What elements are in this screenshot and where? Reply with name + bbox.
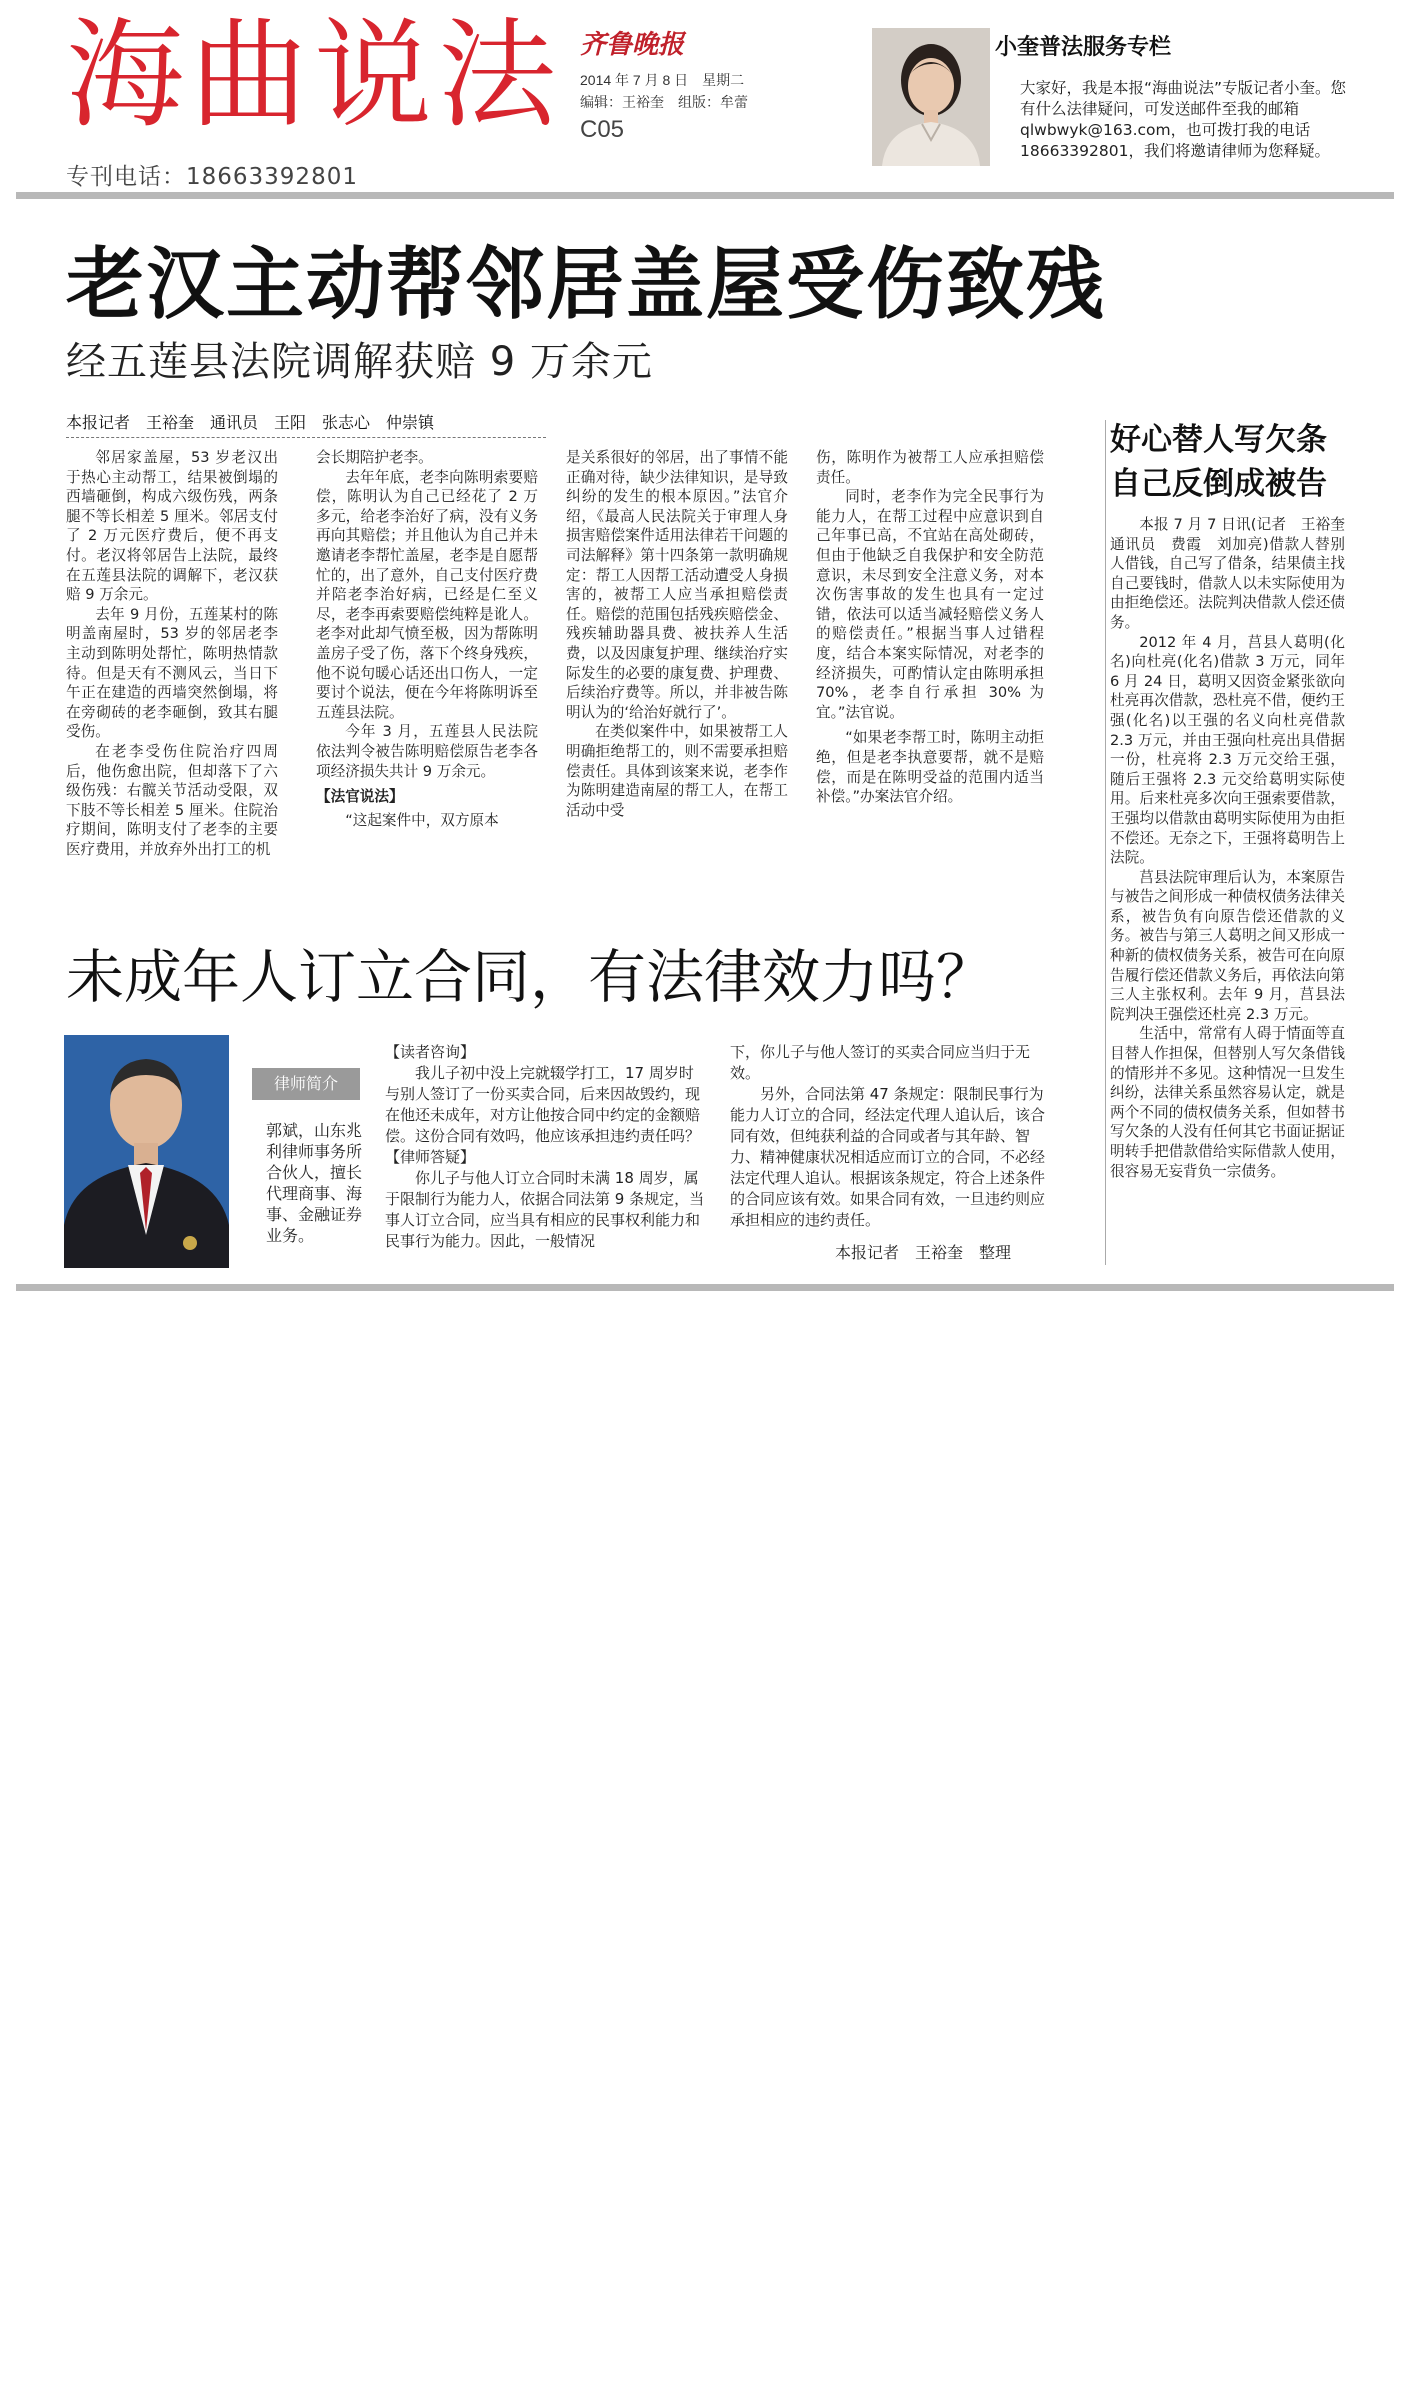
paragraph: 是关系很好的邻居，出了事情不能正确对待，缺少法律知识，是导致纠纷的发生的根本原因。”法官介绍，《最高人民法院关于审理人身损害赔偿案件适用法律若干问题的司法解释》第十四条第一款明确规定：帮工人因帮工活动遭受人身损害的，被帮工人应当承担赔偿责任。赔偿的范围包括残疾赔偿金、残疾辅助器具费、被扶养人生活费，以及因康复护理、继续治疗实际发生的必要的康复费、护理费、后续治疗费等。所以，并非被告陈明认为的‘给治好就行了’。 <box>566 449 788 721</box>
bottom-rule <box>16 1284 1394 1291</box>
paragraph: 莒县法院审理后认为，本案原告与被告之间形成一种债权债务法律关系，被告负有向原告偿还借款的义务。被告与第三人葛明之间又形成一种新的债权债务关系，被告可在向原告履行偿还借款义务后，再依法向第三人主张权利。去年 9 月，莒县法院判决王强偿还杜亮 2.3 万元。 <box>1110 868 1345 1023</box>
lawyer-bio: 郭斌，山东兆利律师事务所合伙人，擅长代理商事、海事、金融证券业务。 <box>266 1121 363 1245</box>
sidebar-headline-line1: 好心替人写欠条 <box>1110 422 1327 458</box>
column-title: 小奎普法服务专栏 <box>995 35 1172 60</box>
article1-col1 <box>66 448 278 859</box>
answer-label: 【律师答疑】 <box>385 1148 476 1166</box>
answer-text: 你儿子与他人订立合同时未满 18 周岁，属于限制行为能力人，依据合同法第 9 条规定，当事人订立合同，应当具有相应的民事权利能力和民事行为能力。因此，一般情况 <box>385 1169 705 1250</box>
sidebar-divider <box>1105 420 1106 1265</box>
article1-col2 <box>316 448 538 830</box>
top-rule <box>16 192 1394 199</box>
section-label: 【法官说法】 <box>316 788 404 806</box>
paragraph: 会长期陪护老李。 <box>316 449 433 466</box>
paragraph: 去年 9 月份，五莲某村的陈明盖南屋时，53 岁的邻居老李主动到陈明处帮忙，陈明热情款待。但是天有不测风云，当日下午正在建造的西墙突然倒塌，将在旁砌砖的老李砸倒，致其右腿受伤。 <box>66 605 278 741</box>
sidebar-headline-line2: 自己反倒成被告 <box>1110 466 1327 502</box>
question-label: 【读者咨询】 <box>385 1043 476 1061</box>
date-line: 2014 年 7 月 8 日 星期二 <box>580 72 745 88</box>
main-byline: 本报记者 王裕奎 通讯员 王阳 张志心 仲崇镇 <box>66 410 546 438</box>
paragraph: 邻居家盖屋，53 岁老汉出于热心主动帮工，结果被倒塌的西墙砸倒，构成六级伤残，两条腿不等长相差 5 厘米。邻居支付了 2 万元医疗费后，便不再支付。老汉将邻居告上法院，最终在五莲县法院的调解下，老汉获赔 9 万余元。 <box>66 449 278 604</box>
question-text: 我儿子初中没上完就辍学打工，17 周岁时与别人签订了一份买卖合同，后来因故毁约，现在他还未成年，对方让他按合同中约定的金额赔偿。这份合同有效吗，他应该承担违约责任吗？ <box>385 1064 701 1145</box>
qa-col2 <box>730 1042 1048 1231</box>
lawyer-tag: 律师简介 <box>252 1068 360 1100</box>
hotline: 专刊电话：18663392801 <box>66 164 358 190</box>
article1-col3 <box>566 448 788 820</box>
article2-headline: 未成年人订立合同，有法律效力吗？ <box>66 943 995 1011</box>
paragraph: 去年年底，老李向陈明索要赔偿，陈明认为自己已经花了 2 万多元，给老李治好了病，没有义务再向其赔偿；并且他认为自己并未邀请老李帮忙盖屋，老李是自愿帮忙的，出了意外，自己支付医疗费并陪老李治好病，已经是仁至义尽，老李再索要赔偿纯粹是讹人。老李对此却气愤至极，因为帮陈明盖房子受了伤，落下个终身残疾，他不说句暖心话还出口伤人，一定要讨个说法，便在今年将陈明诉至五莲县法院。 <box>316 468 538 721</box>
answer-text: 下，你儿子与他人签订的买卖合同应当归于无效。 <box>730 1043 1031 1082</box>
sidebar-headline <box>1110 418 1350 506</box>
column-body: 大家好，我是本报“海曲说法”专版记者小奎。您有什么法律疑问，可发送邮件至我的邮箱 qlwbwyk@163.com，也可拨打我的电话 18663392801，我们将邀请律师为您释疑。 <box>1020 79 1347 160</box>
article1-col4 <box>816 448 1044 807</box>
paragraph: 2012 年 4 月，莒县人葛明(化名)向杜亮(化名)借款 3 万元，同年 6 月 24 日，葛明又因资金紧张欲向杜亮再次借款，恐杜亮不借，便约王强(化名)以王强的名义向杜亮借款 2.3 万元，并由王强向杜亮出具借据一份，杜亮将 2.3 万元交给王强，随后王强将 2.3 元交给葛明实际使用。后来杜亮多次向王强索要借款，王强均以借款由葛明实际使用为由拒不偿还。无奈之下，王强将葛明告上法院。 <box>1110 633 1345 867</box>
reporter-photo <box>872 28 990 166</box>
editor-line: 编辑：王裕奎 组版：牟蕾 <box>580 94 748 110</box>
page-number: C05 <box>580 116 625 143</box>
paragraph: 生活中，常常有人碍于情面等直目替人作担保，但替别人写欠条借钱的情形并不多见。这种情况一旦发生纠纷，法律关系虽然容易认定，就是两个不同的债权债务关系，但如替书写欠条的人没有任何其它书面证据证明转手把借款借给实际借款人使用，很容易无妄背负一宗债务。 <box>1110 1025 1345 1180</box>
main-subhead: 经五莲县法院调解获赔 9 万余元 <box>66 339 653 385</box>
qa-col1 <box>385 1042 707 1252</box>
article2-signoff: 本报记者 王裕奎 整理 <box>835 1243 1012 1262</box>
paragraph: 同时，老李作为完全民事行为能力人，在帮工过程中应意识到自己年事已高，不宜站在高处砌砖，但由于他缺乏自我保护和安全防范意识，未尽到安全注意义务，对本次伤害事故的发生也具有一定过错，依法可以适当减轻赔偿义务人的赔偿责任。”根据当事人过错程度，结合本案实际情况，对老李的经济损失，可酌情认定由陈明承担 70%，老李自行承担 30% 为宜。”法官说。 <box>816 488 1044 721</box>
paragraph: “这起案件中，双方原本 <box>345 811 499 829</box>
masthead-title: 海曲说法 <box>66 6 563 144</box>
paragraph: 在老李受伤住院治疗四周后，他伤愈出院，但却落下了六级伤残：右髋关节活动受限，双下肢不等长相差 5 厘米。住院治疗期间，陈明支付了老李的主要医疗费用，并放弃外出打工的机 <box>66 742 278 858</box>
paragraph: “如果老李帮工时，陈明主动拒绝，但是老李执意要帮，就不是赔偿，而是在陈明受益的范围内适当补偿。”办案法官介绍。 <box>816 729 1044 806</box>
main-headline: 老汉主动帮邻居盖屋受伤致残 <box>66 240 1107 330</box>
sidebar-body <box>1110 515 1360 1181</box>
lawyer-photo <box>64 1035 229 1268</box>
paragraph: 在类似案件中，如果被帮工人明确拒绝帮工的，则不需要承担赔偿责任。具体到该案来说，老李作为陈明建造南屋的帮工人，在帮工活动中受 <box>566 723 788 819</box>
paper-logo: 齐鲁晚报 <box>580 30 685 60</box>
paragraph: 伤，陈明作为被帮工人应承担赔偿责任。 <box>816 449 1044 486</box>
paragraph: 今年 3 月，五莲县人民法院依法判令被告陈明赔偿原告老李各项经济损失共计 9 万余元。 <box>316 723 538 780</box>
answer-text: 另外，合同法第 47 条规定：限制民事行为能力人订立的合同，经法定代理人追认后，该合同有效，但纯获利益的合同或者与其年龄、智力、精神健康状况相适应而订立的合同，不必经法定代理人追认。根据该条规定，符合上述条件的合同应该有效。如果合同有效，一旦违约则应承担相应的违约责任。 <box>730 1085 1046 1229</box>
paragraph: 本报 7 月 7 日讯(记者 王裕奎 通讯员 费霞 刘加亮)借款人替别人借钱，自己写了借条，结果债主找自己要钱时，借款人以未实际使用为由拒绝偿还。法院判决借款人偿还债务。 <box>1110 516 1360 631</box>
